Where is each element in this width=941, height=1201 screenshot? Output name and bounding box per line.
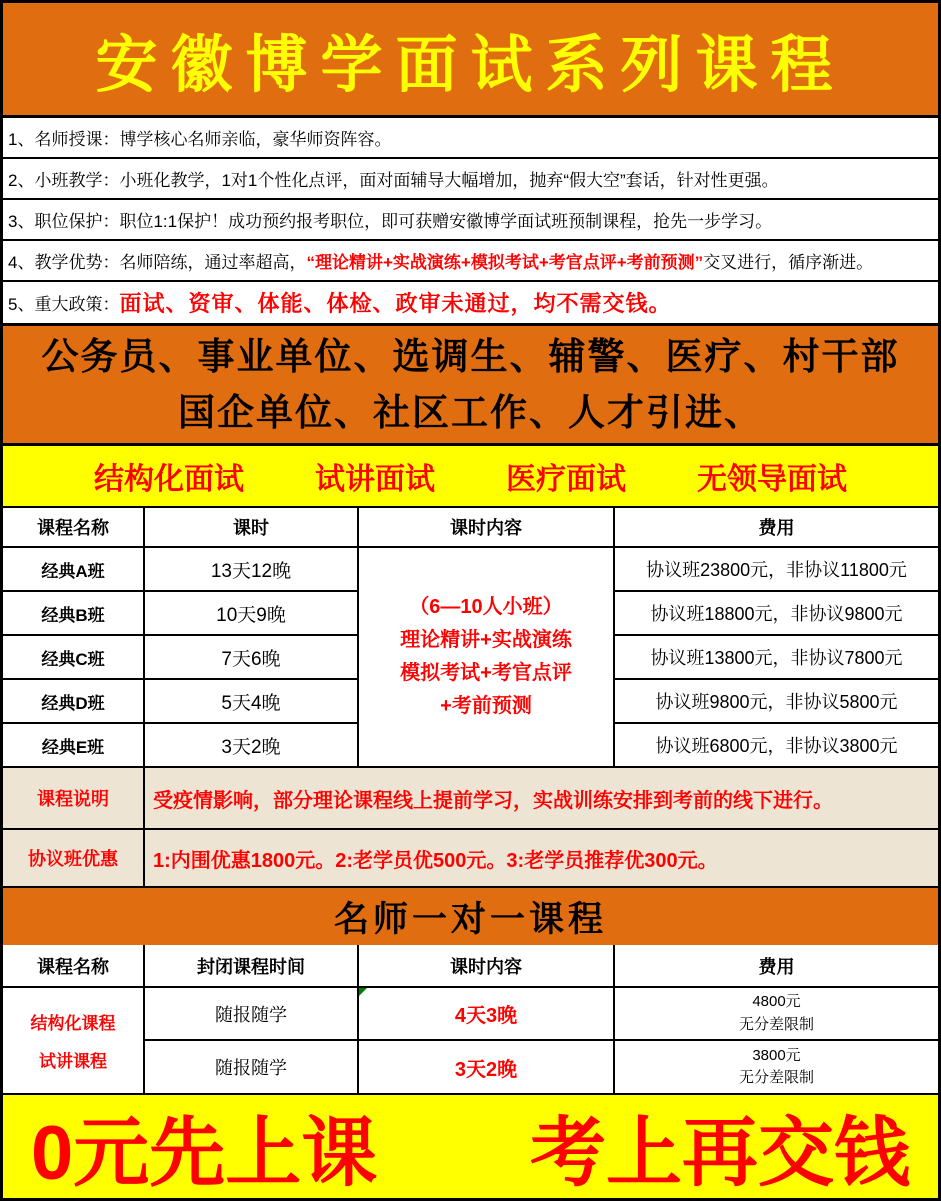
table-row-class-e-duration: 3天2晚 [145,724,357,766]
one-to-one-row1-duration: 4天3晚 [359,988,613,1039]
type-structured-interview: 结构化面试 [94,463,244,496]
course-table [3,508,938,886]
intro-point-2-text: 2、小班教学：小班化教学，1对1个性化点评，面对面辅导大幅增加，抛弃“假大空”套话，针对性更强。 [8,171,779,190]
one-to-one-row2-duration: 3天2晚 [359,1041,613,1093]
table-row-class-c-fee: 协议班13800元，非协议7800元 [615,636,938,678]
type-medical-interview: 医疗面试 [506,463,626,496]
table-row-class-e-name: 经典E班 [3,724,143,766]
one-to-one-table [3,945,938,1093]
table-row-class-b-name: 经典B班 [3,592,143,634]
audience-line-1: 公务员、事业单位、选调生、辅警、医疗、村干部 [41,336,900,377]
intro-point-3-text: 3、职位保护：职位1:1保护！成功预约报考职位，即可获赠安徽博学面试班预制课程，抢先一步学习。 [8,212,773,231]
course-structured: 结构化课程 [30,1013,116,1033]
note-discount-label: 协议班优惠 [3,830,143,886]
intro-point-2 [3,159,938,200]
table-row-class-b-fee: 协议班18800元，非协议9800元 [615,592,938,634]
col2-header-fee: 费用 [615,945,938,986]
one-to-one-row2-fee: 3800元 无分差限制 [615,1041,938,1093]
intro-point-1-text: 1、名师授课：博学核心名师亲临，豪华师资阵容。 [8,130,392,149]
table-row-class-b-duration: 10天9晚 [145,592,357,634]
table-row-class-a-fee: 协议班23800元，非协议11800元 [615,548,938,590]
col-header-fee: 费用 [615,508,938,546]
intro-point-5 [3,282,938,323]
title-banner [3,3,938,118]
col2-header-content: 课时内容 [359,945,613,986]
note-course-description-label: 课程说明 [3,768,143,828]
interview-types-band [3,446,938,508]
one-to-one-course-names [3,988,143,1093]
note-discount-text: 1:内围优惠1800元。2:老学员优500元。3:老学员推荐优300元。 [145,830,938,886]
audience-band [3,326,938,446]
intro-point-5-highlight: 面试、资审、体能、体检、政审未通过，均不需交钱。 [119,291,672,316]
table-row-class-e-fee: 协议班6800元，非协议3800元 [615,724,938,766]
table-row-class-c-duration: 7天6晚 [145,636,357,678]
intro-list [3,118,938,326]
intro-point-4: 4、教学优势：名师陪练，通过率超高， “理论精讲+实战演练+模拟考试+考官点评+考前预测” 交叉进行，循序渐进。 [3,241,938,282]
col2-header-schedule: 封闭课程时间 [145,945,357,986]
table-row-class-d-duration: 5天4晚 [145,680,357,722]
one-to-one-row1-schedule: 随报随学 [145,988,357,1039]
col-header-hours: 课时 [145,508,357,546]
footer-slogan-banner [3,1093,938,1198]
col2-header-course-name: 课程名称 [3,945,143,986]
one-to-one-section-title: 名师一对一课程 [3,886,938,945]
table-row-class-d-fee: 协议班9800元，非协议5800元 [615,680,938,722]
intro-point-4-highlight: “理论精讲+实战演练+模拟考试+考官点评+考前预测” [306,253,704,272]
table-row-class-a-duration: 13天12晚 [145,548,357,590]
col-header-content: 课时内容 [359,508,613,546]
type-leaderless-interview: 无领导面试 [697,463,847,496]
table-row-class-d-name: 经典D班 [3,680,143,722]
intro-point-5-text: 5、重大政策： [8,295,120,314]
cell-corner-marker-icon [359,988,367,996]
type-lecture-interview: 试讲面试 [315,463,435,496]
table-row-class-c-name: 经典C班 [3,636,143,678]
intro-point-1 [3,118,938,159]
footer-slogan-left: 0元先上课 [31,1111,378,1196]
poster-title: 安徽博学面试系列课程 [95,30,846,100]
audience-line-2: 国企单位、社区工作、人才引进、 [178,391,763,433]
col-header-course-name: 课程名称 [3,508,143,546]
note-course-description-text: 受疫情影响，部分理论课程线上提前学习，实战训练安排到考前的线下进行。 [145,768,938,828]
course-content-cell: （6—10人小班） 理论精讲+实战演练 模拟考试+考官点评 +考前预测 [359,548,613,766]
one-to-one-row1-fee: 4800元 无分差限制 [615,988,938,1039]
intro-point-3 [3,200,938,241]
intro-point-4-text: 4、教学优势：名师陪练，通过率超高， [8,253,307,272]
footer-slogan-right: 考上再交钱 [530,1111,910,1196]
course-lecture: 试讲课程 [39,1052,107,1072]
one-to-one-row2-schedule: 随报随学 [145,1041,357,1093]
table-row-class-a-name: 经典A班 [3,548,143,590]
